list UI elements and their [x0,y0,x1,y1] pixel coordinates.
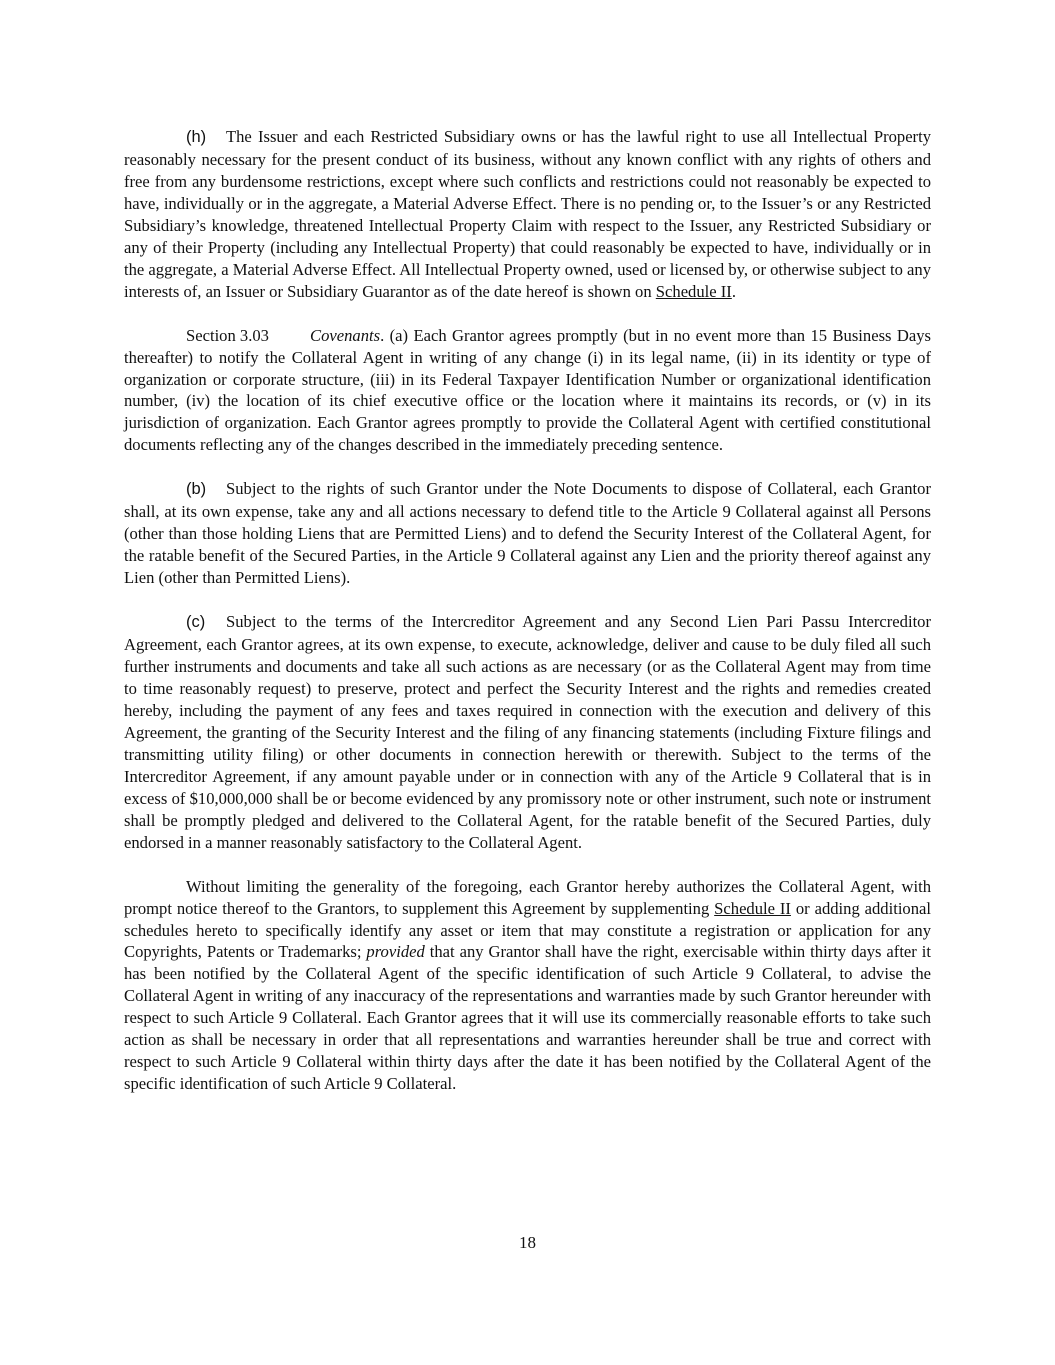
paragraph-without-limiting [124,876,931,1096]
paragraph-without-end: that any Grantor shall have the right, exercisable within thirty days after it has been notified by the Collateral Agent of the specific identification of such Article 9 Collateral, to advise the Collateral Agent in writing of any inaccuracy of the representations and warranties made by such Grantor hereunder with respect to such Article 9 Collateral. Each Grantor agrees that it will use its commercially reasonable efforts to take such action as shall be necessary in order that all representations and warranties hereunder shall be true and correct with respect to such Article 9 Collateral within thirty days after the date it has been notified by the Collateral Agent of the specific identification of such Article 9 Collateral. [124,942,931,1094]
paragraph-without-mid: or adding additional schedules hereto to specifically identify any asset or item that may constitute a registration or application for any Copyrights, Patents or Trademarks; [124,898,932,962]
provided-term: provided [366,942,425,962]
paragraph-b-text: Subject to the rights of such Grantor under the Note Documents to dispose of Collateral, each Grantor shall, at its own expense, take any and all actions necessary to defend title to the Article 9 Collateral against all Persons (other than those holding Liens that are Permitted Liens) and to defend the Security Interest of the Collateral Agent, for the ratable benefit of the Secured Parties, in the Article 9 Collateral against any Lien and the priority thereof against any Lien (other than Permitted Liens). [124,479,931,588]
section-number: Section 3.03 [186,325,269,345]
paragraph-without-start: Without limiting the generality of the foregoing, each Grantor hereby authorizes the Collateral Agent, with prompt notice thereof to the Grantors, to supplement this Agreement by supplementing [124,876,931,918]
paragraph-c-text: Subject to the terms of the Intercreditor Agreement and any Second Lien Pari Passu Intercreditor Agreement, each Grantor agrees, at its own expense, to execute, acknowledge, deliver and cause to be duly filed all such further instruments and documents and take all such actions as are necessary (or as the Collateral Agent may from time to time reasonably request) to preserve, protect and perfect the Security Interest and the rights and remedies created hereby, including the payment of any fees and taxes required in connection with the execution and delivery of this Agreement, the granting of the Security Interest and the filing of any financing statements (including Fixture filings and transmitting utility filing) or other documents in connection herewith or therewith. Subject to the terms of the Intercreditor Agreement, if any amount payable under or in connection with any of the Article 9 Collateral that is in excess of $10,000,000 shall be or become evidenced by any promissory note or other instrument, such note or instrument shall be promptly pledged and delivered to the Collateral Agent, for the ratable benefit of the Secured Parties, duly endorsed in a manner reasonably satisfactory to the Collateral Agent. [124,612,931,852]
clause-marker-h: (h) [186,128,207,146]
clause-marker-c: (c) [186,613,206,632]
schedule-ii-reference-2: Schedule II [714,898,791,918]
document-body [124,126,931,1117]
paragraph-h [124,126,931,303]
paragraph-h-end: . [731,281,736,301]
paragraph-c [124,611,931,853]
section-3-03-text: (a) Each Grantor agrees promptly (but in no event more than 15 Business Days thereafter) to notify the Collateral Agent in writing of any change (i) in its legal name, (ii) in its identity or type of organization or corporate structure, (iii) in its Federal Taxpayer Identification Number or organizational identification number, (iv) the location of its chief executive office or the location where it maintains its records, or (v) in its jurisdiction of organization. Each Grantor agrees promptly to provide the Collateral Agent with certified constitutional documents reflecting any of the changes described in the immediately preceding sentence. [124,325,931,455]
section-title: Covenants [310,325,381,345]
clause-marker-b: (b) [186,480,207,499]
section-title-punct: . [380,325,385,345]
section-3-03 [124,325,931,457]
paragraph-b [124,478,931,589]
schedule-ii-reference: Schedule II [655,281,732,301]
page-number: 18 [519,1233,536,1252]
paragraph-h-text: The Issuer and each Restricted Subsidiary owns or has the lawful right to use all Intellectual Property reasonably necessary for the present conduct of its business, without any known conflict with any rights of others and free from any burdensome restrictions, except where such conflicts and restrictions could not reasonably be expected to have, individually or in the aggregate, a Material Adverse Effect. There is no pending or, to the Issuer’s or any Restricted Subsidiary’s knowledge, threatened Intellectual Property Claim with respect to the Issuer, any Restricted Subsidiary or any of their Property (including any Intellectual Property) that could reasonably be expected to have, individually or in the aggregate, a Material Adverse Effect. All Intellectual Property owned, used or licensed by, or otherwise subject to any interests of, an Issuer or Subsidiary Guarantor as of the date hereof is shown on [124,127,931,301]
